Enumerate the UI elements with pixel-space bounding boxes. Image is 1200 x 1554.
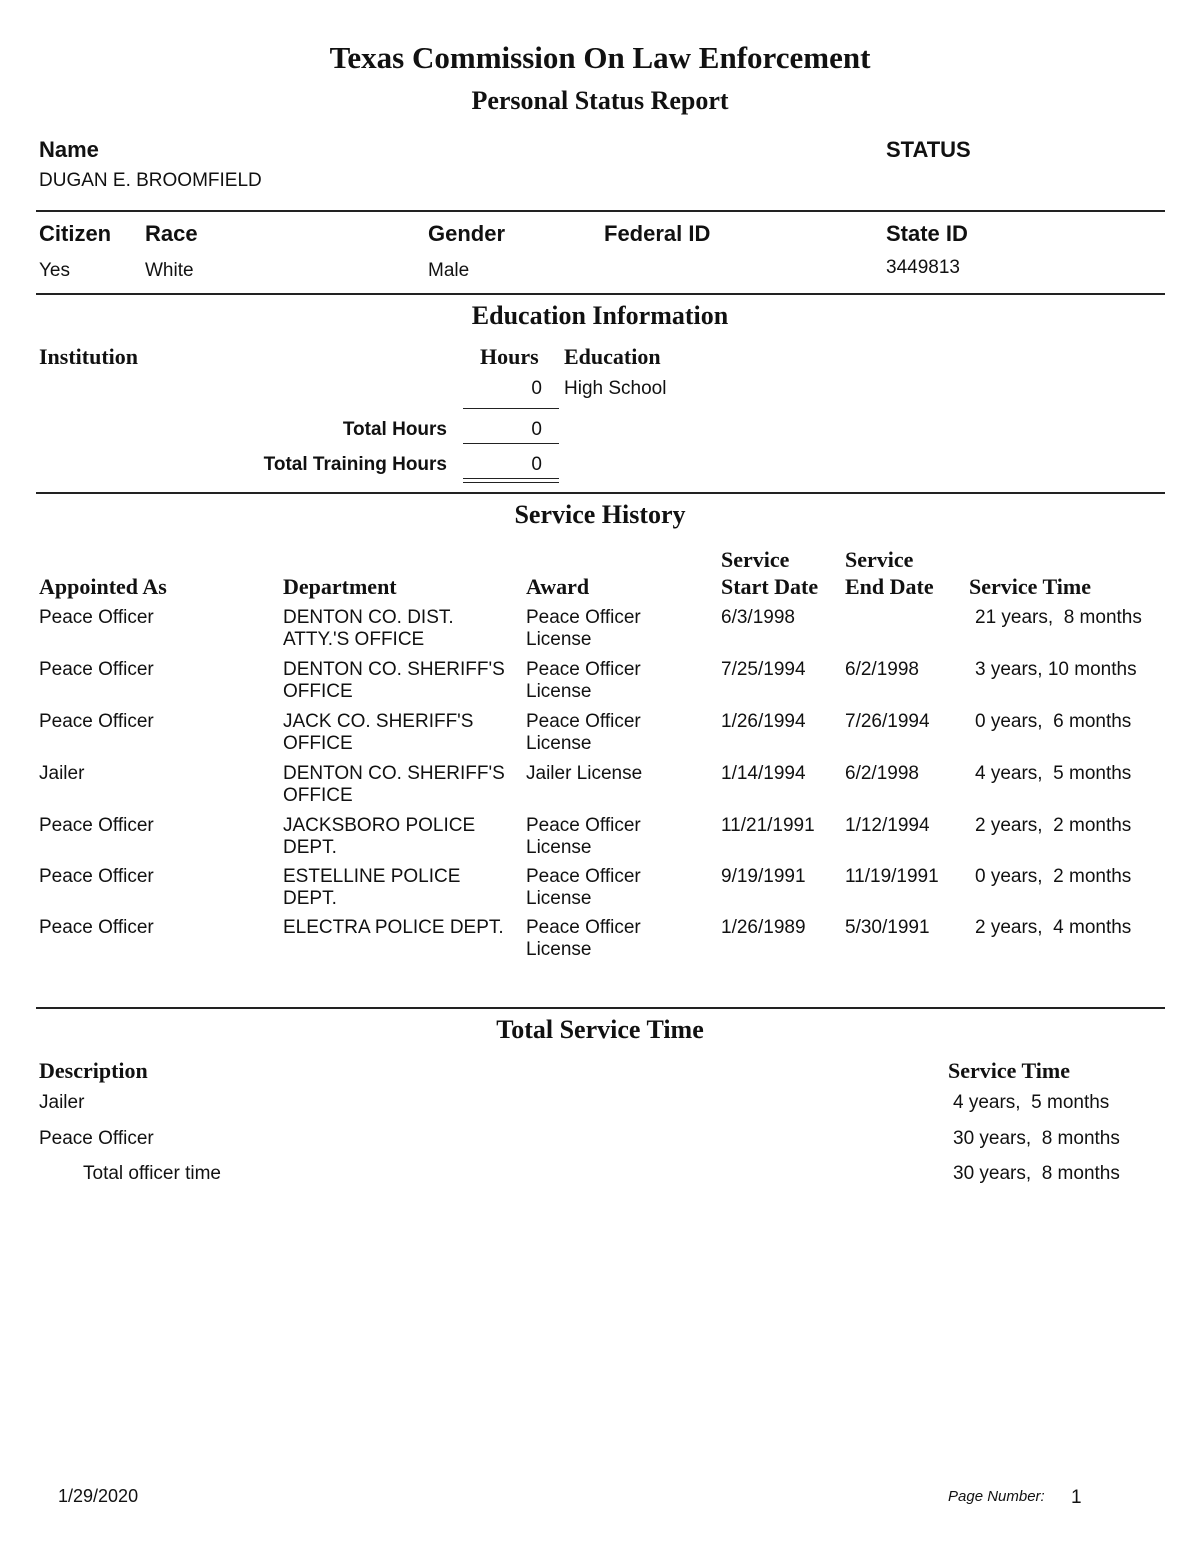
cell-department: DENTON CO. SHERIFF'S OFFICE bbox=[283, 763, 505, 806]
person-name: DUGAN E. BROOMFIELD bbox=[39, 170, 262, 191]
cell-appointed-as: Peace Officer bbox=[39, 607, 154, 628]
cell-start-date: 1/14/1994 bbox=[721, 763, 806, 784]
name-label: Name bbox=[39, 137, 99, 162]
cell-award: Peace Officer License bbox=[526, 607, 641, 650]
col-department: Department bbox=[283, 574, 397, 599]
cell-end-date: 5/30/1991 bbox=[845, 917, 930, 938]
hours-total-line bbox=[463, 443, 559, 444]
race-label: Race bbox=[145, 221, 198, 246]
education-level-value: High School bbox=[564, 378, 667, 399]
col-appointed-as: Appointed As bbox=[39, 574, 167, 599]
total-training-hours-value: 0 bbox=[531, 454, 542, 475]
cell-end-date: 11/19/1991 bbox=[845, 866, 939, 887]
education-section-title: Education Information bbox=[471, 301, 729, 330]
cell-appointed-as: Peace Officer bbox=[39, 659, 154, 680]
cell-department: JACKSBORO POLICE DEPT. bbox=[283, 815, 476, 858]
cell-service-time: 21 years, 8 months bbox=[975, 607, 1142, 628]
col-end-date-line2: End Date bbox=[845, 574, 934, 599]
federal-id-label: Federal ID bbox=[604, 221, 711, 246]
total-officer-time-label: Total officer time bbox=[83, 1163, 221, 1184]
cell-appointed-as: Peace Officer bbox=[39, 866, 154, 887]
total-service-section-title: Total Service Time bbox=[496, 1015, 704, 1044]
divider bbox=[36, 210, 1165, 212]
service-history-section-title: Service History bbox=[514, 500, 686, 529]
total-officer-time-value: 30 years, 8 months bbox=[953, 1163, 1120, 1184]
hours-subtotal-line bbox=[463, 408, 559, 409]
page-number-label: Page Number: bbox=[948, 1488, 1045, 1505]
race-value: White bbox=[145, 260, 194, 281]
total-service-time: 30 years, 8 months bbox=[953, 1128, 1120, 1149]
institution-label: Institution bbox=[39, 344, 139, 369]
cell-appointed-as: Peace Officer bbox=[39, 917, 154, 938]
cell-award: Peace Officer License bbox=[526, 659, 641, 702]
cell-start-date: 7/25/1994 bbox=[721, 659, 806, 680]
cell-start-date: 11/21/1991 bbox=[721, 815, 815, 836]
divider bbox=[36, 1007, 1165, 1009]
report-title: Personal Status Report bbox=[471, 86, 729, 115]
education-hours-value: 0 bbox=[531, 378, 542, 399]
cell-department: DENTON CO. SHERIFF'S OFFICE bbox=[283, 659, 505, 702]
cell-award: Peace Officer License bbox=[526, 815, 641, 858]
cell-service-time: 3 years, 10 months bbox=[975, 659, 1137, 680]
cell-end-date: 7/26/1994 bbox=[845, 711, 930, 732]
gender-label: Gender bbox=[428, 221, 506, 246]
cell-service-time: 0 years, 6 months bbox=[975, 711, 1132, 732]
total-service-time-label: Service Time bbox=[948, 1058, 1070, 1083]
status-label: STATUS bbox=[886, 137, 971, 162]
cell-department: ELECTRA POLICE DEPT. bbox=[283, 917, 504, 938]
cell-start-date: 1/26/1989 bbox=[721, 917, 806, 938]
total-hours-label: Total Hours bbox=[342, 419, 447, 440]
cell-start-date: 9/19/1991 bbox=[721, 866, 806, 887]
cell-end-date: 6/2/1998 bbox=[845, 763, 919, 784]
cell-department: ESTELLINE POLICE DEPT. bbox=[283, 866, 461, 909]
total-description: Peace Officer bbox=[39, 1128, 154, 1149]
state-id-label: State ID bbox=[886, 221, 968, 246]
col-start-date-line2: Start Date bbox=[721, 574, 819, 599]
cell-service-time: 0 years, 2 months bbox=[975, 866, 1132, 887]
citizen-value: Yes bbox=[39, 260, 70, 281]
training-hours-double-line bbox=[463, 478, 559, 483]
cell-appointed-as: Peace Officer bbox=[39, 711, 154, 732]
education-label: Education bbox=[564, 344, 661, 369]
total-training-hours-label: Total Training Hours bbox=[263, 454, 447, 475]
description-label: Description bbox=[39, 1058, 148, 1083]
total-hours-value: 0 bbox=[531, 419, 542, 440]
divider bbox=[36, 492, 1165, 494]
cell-department: DENTON CO. DIST. ATTY.'S OFFICE bbox=[283, 607, 454, 650]
col-start-date-line1: Service bbox=[721, 547, 790, 572]
cell-end-date: 1/12/1994 bbox=[845, 815, 930, 836]
cell-start-date: 1/26/1994 bbox=[721, 711, 806, 732]
cell-appointed-as: Jailer bbox=[39, 763, 85, 784]
page-number: 1 bbox=[1071, 1487, 1082, 1508]
citizen-label: Citizen bbox=[39, 221, 112, 246]
org-title: Texas Commission On Law Enforcement bbox=[329, 40, 871, 75]
col-award: Award bbox=[526, 574, 590, 599]
col-end-date-line1: Service bbox=[845, 547, 914, 572]
cell-service-time: 2 years, 2 months bbox=[975, 815, 1132, 836]
hours-label: Hours bbox=[480, 344, 539, 369]
divider bbox=[36, 293, 1165, 295]
gender-value: Male bbox=[428, 260, 470, 281]
cell-award: Peace Officer License bbox=[526, 711, 641, 754]
cell-department: JACK CO. SHERIFF'S OFFICE bbox=[283, 711, 474, 754]
total-service-time: 4 years, 5 months bbox=[953, 1092, 1110, 1113]
cell-award: Peace Officer License bbox=[526, 866, 641, 909]
cell-end-date: 6/2/1998 bbox=[845, 659, 919, 680]
cell-award: Jailer License bbox=[526, 763, 643, 784]
cell-start-date: 6/3/1998 bbox=[721, 607, 795, 628]
cell-service-time: 4 years, 5 months bbox=[975, 763, 1132, 784]
cell-award: Peace Officer License bbox=[526, 917, 641, 960]
cell-appointed-as: Peace Officer bbox=[39, 815, 154, 836]
report-date: 1/29/2020 bbox=[58, 1486, 139, 1506]
total-description: Jailer bbox=[39, 1092, 85, 1113]
col-service-time: Service Time bbox=[969, 574, 1091, 599]
state-id-value: 3449813 bbox=[886, 257, 960, 278]
cell-service-time: 2 years, 4 months bbox=[975, 917, 1132, 938]
